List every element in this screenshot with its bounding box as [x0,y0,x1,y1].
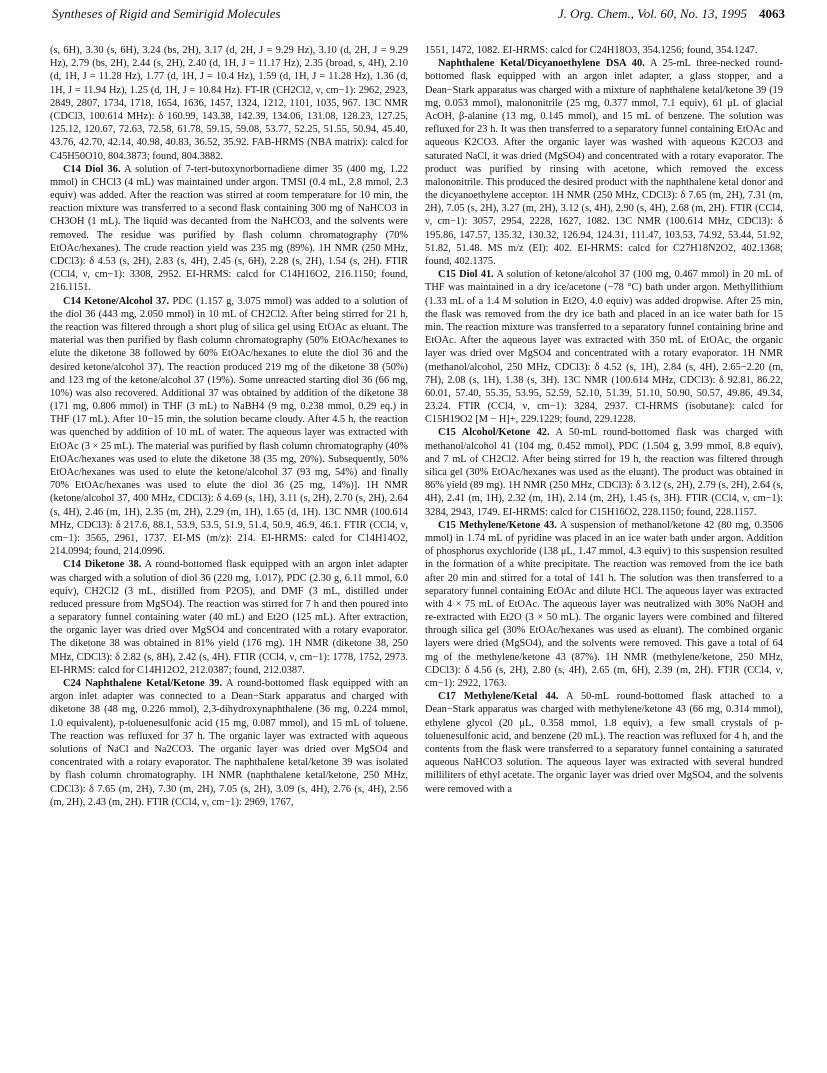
running-header [52,6,785,28]
paragraph [50,295,408,559]
compound-heading: C17 Methylene/Ketal 44. [438,691,559,703]
compound-heading: C15 Methylene/Ketone 43. [438,519,557,531]
paragraph-text: PDC (1.157 g, 3.075 mmol) was added to a solution of the diol 36 (443 mg, 2.050 mmol) in 10 mL of CH2Cl2. After being stirred for 21 h, the reaction was filtered through a short plug of silica gel using EtOAc as eluant. The material was then purified by flash column chromatography (50% EtOAc/hexanes to elute the diketone 38 followed by 60% EtOAc/hexanes to elute the diol 36 and the desired ketone/alcohol 37). The reaction produced 219 mg of the diketone 38 (50%) and 123 mg of the ketone/alcohol 37 (19%). Some unreacted starting diol 36 (66 mg, 10%) was also recovered. Additional 37 was obtained by addition of the diketone 38 (171 mg, 0.806 mmol) in THF (3 mL) to NaBH4 (9 mg, 0.238 mmol, 0.29 eq.) in THF (17 mL). After 10−15 min, the solution became cloudy. After 4.5 h, the reaction was quenched by addition of 10 mL of water. The aqueous layer was extracted with EtOAc (3 × 25 mL). The material was purified by flash column chromatography (40% EtOAc/hexanes was used to elute the diketone 38 (35 mg, 20%). Subsequently, 50% EtOAc/hexanes was used to elute the ketone/alcohol 37 (93 mg, 54%) and finally 70% EtOAc/hexanes was used to elute the diol 36 (25 mg, 14%)]. 1H NMR (ketone/alcohol 37, 400 MHz, CDCl3): δ 4.69 (s, 1H), 3.11 (s, 2H), 2.70 (s, 2H), 2.64 (s, 4H), 2.46 (m, 1H), 2.35 (m, 2H), 2.29 (m, 1H), 1.65 (d, 1H). 13C NMR (100.614 MHz, CDCl3): δ 217.6, 88.1, 53.9, 53.5, 51.9, 51.4, 50.9, 46.9, 46.1. FTIR (CCl4, ν, cm−1): 3565, 2961, 1737. EI-MS (m/z): 214. EI-HRMS: calcd for C14H14O2, 214.0994; found, 214.0996. [50,295,409,558]
compound-heading: C14 Diketone 38. [63,559,142,571]
paragraph [50,558,408,677]
left-column [50,44,408,809]
compound-heading: C15 Alcohol/Ketone 42. [438,427,550,439]
right-column [425,44,783,796]
paragraph-text: A solution of ketone/alcohol 37 (100 mg, 0.467 mmol) in 20 mL of THF was maintained in a dry ice/acetone (−78 °C) bath under argon. Methyllithium (1.33 mL of a 1.4 M solution in Et2O, 4.0 equiv) was added dropwise. After 25 min, the flask was removed from the dry ice bath and placed in an ice water bath for 15 min. The reaction mixture was transferred to a separatory funnel containing brine and EtOAc. After the aqueous layer was extracted with 350 mL of EtOAc, the organic layer was dried over MgSO4 and concentrated with a rotary evaporator. 1H NMR (methanol/alcohol, 250 MHz, CDCl3): δ 4.52 (s, 1H), 2.84 (s, 4H), 2.65−2.20 (m, 7H), 2.08 (s, 1H), 1.38 (s, 3H). 13C NMR (100.614 MHz, CDCl3): δ 92.81, 86.22, 60.01, 57.40, 55.35, 53.95, 52.59, 52.10, 51.39, 51.10, 50.90, 50.57, 49.86, 49.34, 23.24. FTIR (CCl4, ν, cm−1): 3284, 2937. CI-HRMS (isobutane): calcd for C15H19O2 [M − H]+, 229.1229; found, 229.1228. [425,269,783,426]
compound-heading: C15 Diol 41. [438,269,494,281]
paragraph [425,426,783,518]
paragraph [425,519,783,690]
running-title: Syntheses of Rigid and Semirigid Molecules [52,6,281,21]
page-number: 4063 [759,6,785,21]
paragraph [50,163,408,295]
paragraph-text: A round-bottomed flask equipped with an argon inlet adapter was charged with a solution of diol 36 (220 mg, 1.017), PDC (2.30 g, 6.11 mmol, 6.0 equiv), CH2Cl2 (3 mL, distilled from P2O5), and DMF (3 mL, distilled under reduced pressure from MgSO4). The reaction was stirred for 7 h and then poured into a separatory funnel containing water (40 mL) and Et2O (125 mL). After extraction, the organic layer was dried over MgSO4 and concentrated with a rotary evaporator. The diketone 38 was obtained in 81% yield (176 mg). 1H NMR (diketone 38, 250 MHz, CDCl3): δ 2.82 (s, 8H), 2.42 (s, 4H). FTIR (CCl4, ν, cm−1): 1778, 1752, 2973. EI-HRMS: calcd for C14H12O2, 212.0387; found, 212.0387. [50,559,409,676]
compound-heading: C24 Naphthalene Ketal/Ketone 39. [63,678,223,689]
paragraph-text: A suspension of methanol/ketone 42 (80 mg, 0.3506 mmol) in 1.74 mL of pyridine was placed in an ice water bath under argon. Addition of phosphorus oxychloride (138 μL, 1.47 mmol, 4.3 equiv) to this suspension resulted in the formation of a white precipitate. The reaction was removed from the ice bath after 20 min and stirred for a total of 141 h. The solution was then transferred to a separatory funnel containing EtOAc and dilute HCl. The aqueous layer was extracted with 4 × 75 mL of EtOAc. The aqueous layer was neutralized with 30% NaOH and re-extracted with Et2O (3 × 50 mL). The organic layers were combined and filtered through silica gel (30% EtOAc/hexanes was used as eluant). The combined organic layers were dried (MgSO4), and the solvents were removed. This gave a total of 64 mg of the methylene/ketone 43 (87%). 1H NMR (methylene/ketone, 250 MHz, CDCl3): δ 4.56 (s, 2H), 2.80 (s, 4H), 2.65 (m, 6H), 2.39 (m, 2H). FTIR (CCl4, ν, cm−1): 2922, 1763. [425,519,784,689]
paragraph [425,44,783,57]
paragraph [50,677,408,809]
compound-heading: C14 Diol 36. [63,163,121,175]
paragraph-text: A solution of 7-tert-butoxynorbornadiene dimer 35 (400 mg, 1.22 mmol) in CHCl3 (4 mL) was maintained under argon. TMSI (0.4 mL, 2.8 mmol, 2.3 equiv) was added. After the reaction was stirred at room temperature for 10 min, the reaction mixture was transferred to a second flask containing 300 mg of NaHCO3 in CH3OH (1 mL). The liquid was decanted from the NaHCO3, and the solvents were removed. The residue was purified by flash column chromatography (70% EtOAc/hexanes). The crude reaction yield was 235 mg (89%). 1H NMR (250 MHz, CDCl3): δ 4.53 (s, 2H), 2.83 (s, 4H), 2.45 (s, 6H), 2.28 (s, 2H), 1.54 (s, 2H). FTIR (CCl4, ν, cm−1): 3308, 2952. EI-HRMS: calcd for C14H16O2, 216.1150; found, 216.1151. [50,163,408,294]
compound-heading: Naphthalene Ketal/Dicyanoethylene DSA 40. [438,58,645,70]
journal-citation [558,6,785,22]
paragraph-text: A 50-mL round-bottomed flask was charged with methanol/alcohol 41 (104 mg, 0.452 mmol), PDC (1.504 g, 3.99 mmol, 8.8 equiv), and 7 mL of CH2Cl2. After being stirred for 19 h, the reaction was filtered through silica gel (30% EtOAc/hexanes was used as the eluant). The product was obtained in 86% yield (89 mg). 1H NMR (250 MHz, CDCl3): δ 3.12 (s, 2H), 2.79 (s, 2H), 2.64 (s, 4H), 2.41 (m, 1H), 2.32 (m, 1H), 2.14 (m, 2H), 1.45 (s, 3H). FTIR (CCl4, ν, cm−1): 3284, 2943, 1749. EI-HRMS: calcd for C15H16O2, 228.1150; found, 228.1157. [425,427,783,518]
paragraph-text: 1551, 1472, 1082. EI-HRMS: calcd for C24H18O3, 354.1256; found, 354.1247. [425,45,758,56]
paragraph [425,268,783,426]
paragraph-text: A 25-mL three-necked round-bottomed flask equipped with an argon inlet adapter, a glass stopper, and a Dean−Stark apparatus was charged with a mixture of naphthalene ketal/ketone 39 (19 mg, 0.053 mmol), malononitrile (25 mg, 0.377 mmol, 7.1 equiv), 61 μL of glacial AcOH, β-alanine (13 mg, 0.145 mmol), and 15 mL of benzene. The solution was refluxed for 23 h. It was then transferred to a separatory funnel containing EtOAc and aqueous K2CO3. After the organic layer was washed with aqueous K2CO3 and saturated NaCl, it was dried (MgSO4) and concentrated with a rotary evaporator. The product was purified by rinsing with acetone, which removed the excess malononitrile. This produced the desired product with the naphthalene ketal donor and the dicyanoethylene acceptor. 1H NMR (250 MHz, CDCl3): δ 7.65 (m, 2H), 7.31 (m, 2H), 7.05 (s, 2H), 3.27 (m, 2H), 3.12 (s, 4H), 2.90 (s, 4H), 2.68 (m, 2H). FTIR (CCl4, ν, cm−1): 3057, 2954, 2228, 1627, 1082. 13C NMR (100.614 MHz, CDCl3): δ 195.86, 147.57, 135.32, 130.32, 126.94, 124.31, 111.47, 103.53, 74.92, 53.44, 51.92, 51.82, 51.48. MS m/z (EI): 402. EI-HRMS: calcd for C27H18N2O2, 402.1368; found, 402.1375. [425,58,783,267]
paragraph-text: (s, 6H), 3.30 (s, 6H), 3.24 (bs, 2H), 3.17 (d, 2H, J = 9.29 Hz), 3.10 (d, 2H, J = 9.29 Hz), 2.79 (bs, 2H), 2.44 (s, 2H), 2.40 (d, 1H, J = 11.17 Hz), 2.35 (broad, s, 4H), 2.10 (d, 1H, J = 11.28 Hz), 1.77 (d, 1H, J = 10.4 Hz), 1.59 (d, 1H, J = 11.28 Hz), 1.36 (d, 1H, J = 11.94 Hz), 1.25 (d, 1H, J = 10.84 Hz). FT-IR (CH2Cl2, ν, cm−1): 2962, 2923, 2849, 2807, 1734, 1718, 1654, 1636, 1457, 1324, 1212, 1101, 1035, 967. 13C NMR (CDCl3, 100.614 MHz): δ 160.99, 143.38, 142.39, 134.06, 131.08, 128.23, 127.25, 125.12, 120.67, 72.63, 72.58, 61.78, 59.15, 59.08, 53.77, 52.25, 51.55, 50.94, 45.40, 43.76, 42.70, 42.14, 40.98, 40.83, 36.52, 35.92. FAB-HRMS (NBA matrix): calcd for C45H50O10, 804.3873; found, 804.3882. [50,45,408,162]
paragraph [50,44,408,163]
paragraph [425,57,783,268]
paragraph-text: A 50-mL round-bottomed flask attached to a Dean−Stark apparatus was charged with methylene/ketone 43 (66 mg, 0.314 mmol), ethylene glycol (20 μL, 0.358 mmol, 1.8 equiv), a few small crystals of p-toluenesulfonic acid, and benzene (20 mL). The reaction was refluxed for 4 h, and the contents from the flask were transferred to a separatory funnel containing a saturated aqueous NaHCO3 solution. The aqueous layer was extracted with several hundred milliliters of ethyl acetate. The organic layer was dried over MgSO4, and the solvents were removed with a [425,691,783,795]
paragraph [425,690,783,796]
citation-text: J. Org. Chem., Vol. 60, No. 13, 1995 [557,6,747,21]
paragraph-text: A round-bottomed flask equipped with an argon inlet adapter was connected to a Dean−Stark apparatus and charged with diketone 38 (48 mg, 0.226 mmol), 2,3-dihydroxynaphthalene (36 mg, 0.224 mmol, 1.0 equivalent), p-toluenesulfonic acid (15 mg, 0.087 mmol), and 15 mL of toluene. The reaction was refluxed for 37 h. The organic layer was extracted with aqueous solutions of NaCl and Na2CO3. The organic layer was dried over MgSO4 and concentrated with a rotary evaporator. The naphthalene ketal/ketone 39 was isolated by flash column chromatography. 1H NMR (naphthalene ketal/ketone, 250 MHz, CDCl3): δ 7.65 (m, 2H), 7.30 (m, 2H), 7.05 (s, 2H), 3.09 (s, 4H), 2.76 (s, 4H), 2.56 (m, 2H), 2.43 (m, 2H). FTIR (CCl4, ν, cm−1): 2969, 1767, [50,678,409,808]
compound-heading: C14 Ketone/Alcohol 37. [63,295,170,307]
